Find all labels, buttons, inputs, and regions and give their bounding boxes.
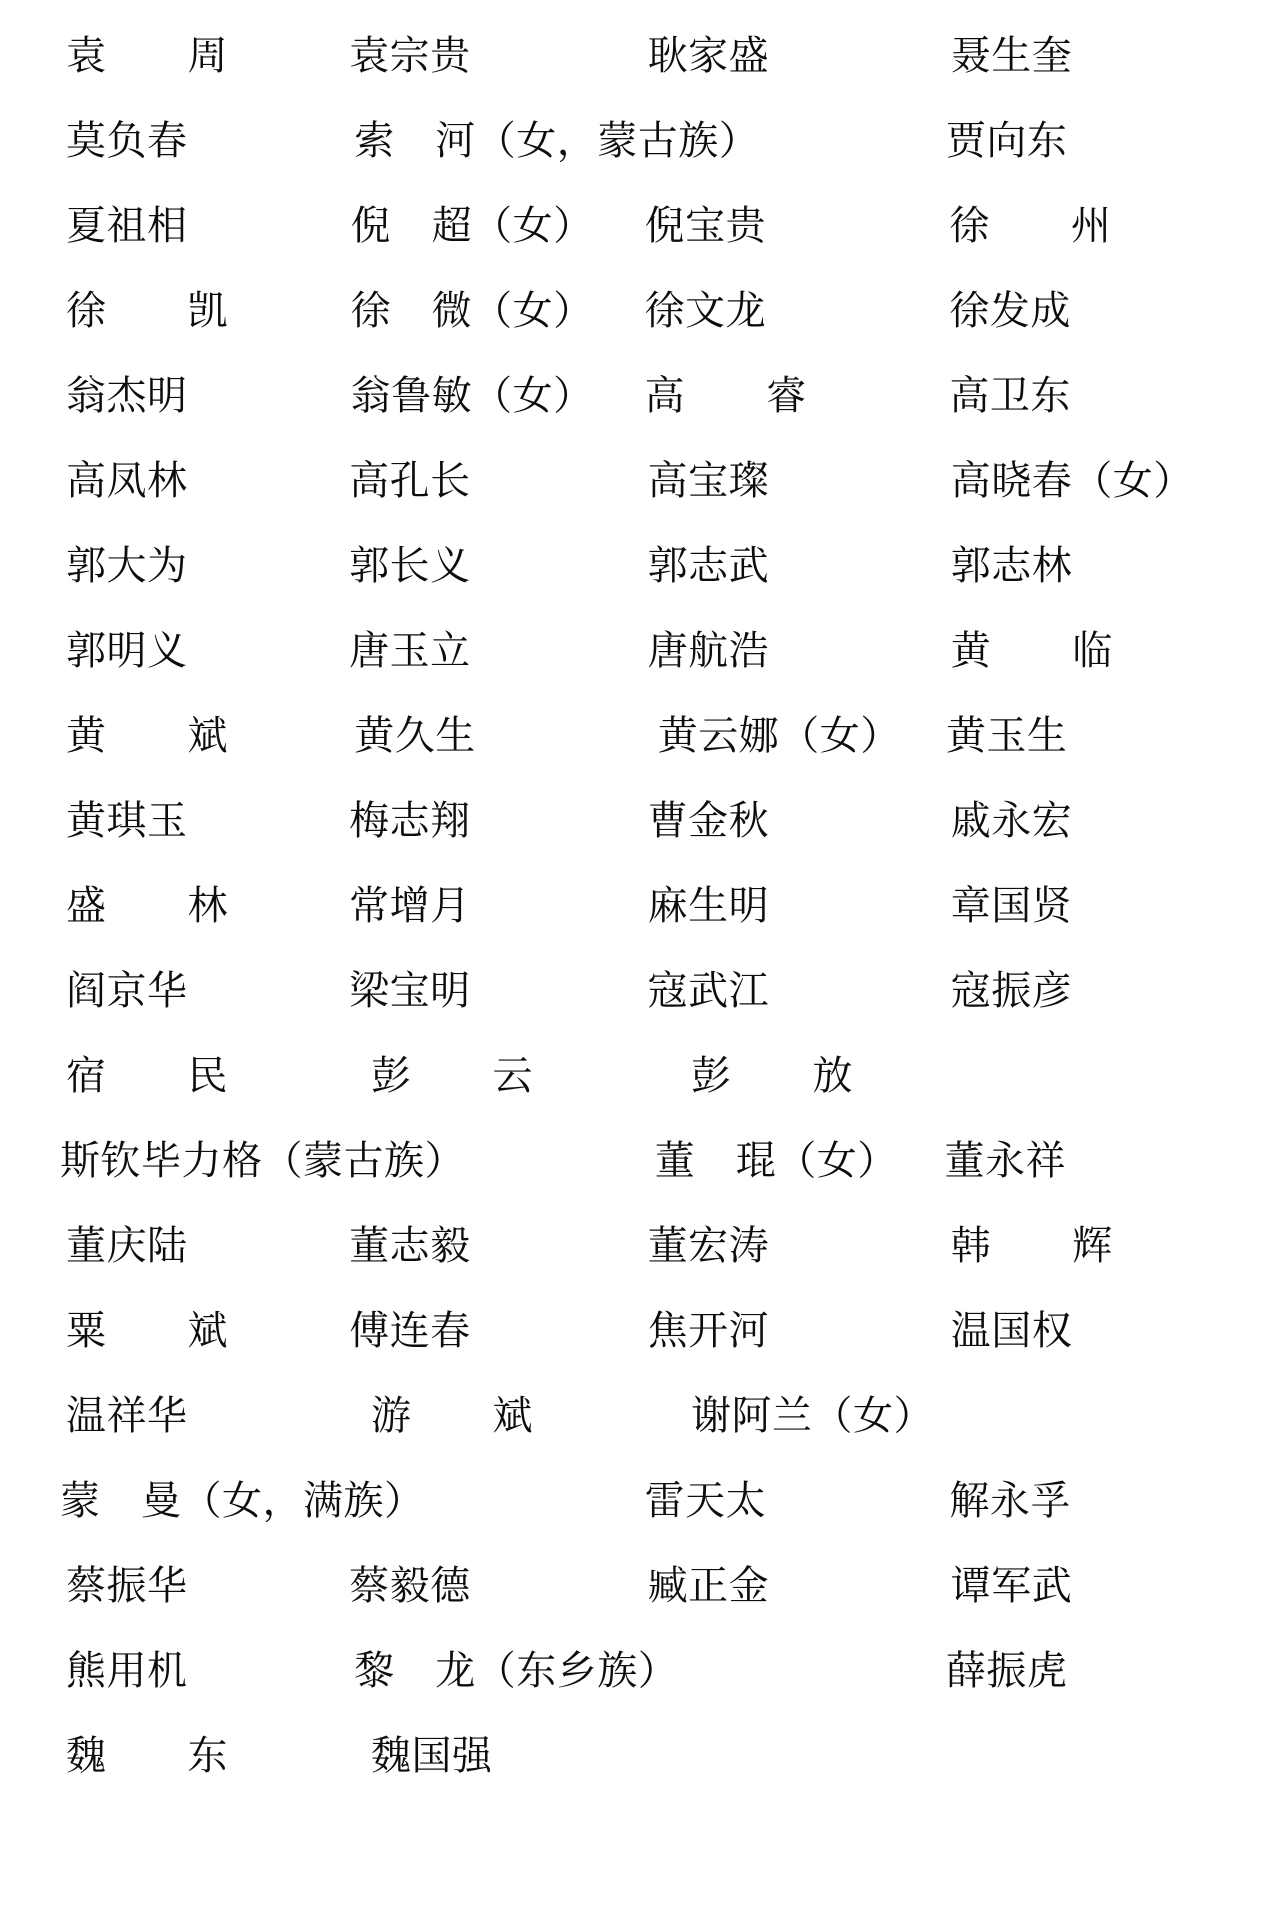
- name-entry: 魏 东: [66, 1733, 228, 1779]
- name-entry: 高宝璨: [647, 458, 770, 504]
- name-entry: 黄云娜（女）: [657, 713, 901, 759]
- name-roster-list: [60, 14, 1220, 1799]
- table-row: [60, 1459, 1220, 1544]
- table-row: [60, 1544, 1220, 1629]
- name-entry: 夏祖相: [66, 203, 188, 249]
- name-entry: 寇振彦: [950, 968, 1073, 1014]
- table-row: [60, 1289, 1220, 1374]
- name-entry: 宿 民: [66, 1053, 228, 1099]
- table-row: [60, 779, 1220, 864]
- name-entry: 游 斌: [371, 1393, 533, 1439]
- name-entry: 粟 斌: [66, 1308, 228, 1354]
- name-entry: 梅志翔: [349, 798, 471, 844]
- name-entry: 徐 州: [949, 203, 1112, 249]
- name-entry: 温祥华: [66, 1393, 188, 1439]
- name-entry: 雷天太: [644, 1478, 767, 1524]
- table-row: [60, 1714, 1220, 1799]
- table-row: [60, 864, 1220, 949]
- name-entry: 倪宝贵: [644, 203, 767, 249]
- name-entry: 耿家盛: [647, 33, 770, 79]
- name-entry: 高晓春（女）: [950, 458, 1194, 504]
- name-entry: 傅连春: [349, 1308, 471, 1354]
- table-row: [60, 949, 1220, 1034]
- name-entry: 贾向东: [945, 118, 1068, 164]
- name-entry: 聂生奎: [950, 33, 1073, 79]
- name-entry: 蔡振华: [66, 1563, 188, 1609]
- table-row: [60, 1034, 1220, 1119]
- name-entry: 黎 龙（东乡族）: [354, 1648, 679, 1694]
- name-entry: 曹金秋: [647, 798, 770, 844]
- name-entry: 董 琨（女）: [654, 1138, 898, 1184]
- name-entry: 高孔长: [349, 458, 471, 504]
- table-row: [60, 269, 1220, 354]
- name-entry: 梁宝明: [349, 968, 471, 1014]
- table-row: [60, 439, 1220, 524]
- name-entry: 郭志林: [950, 543, 1073, 589]
- name-entry: 翁鲁敏（女）: [350, 373, 594, 419]
- name-entry: 蒙 曼（女，满族）: [60, 1478, 425, 1524]
- name-entry: 高卫东: [949, 373, 1071, 419]
- name-entry: 戚永宏: [950, 798, 1073, 844]
- table-row: [60, 1629, 1220, 1714]
- name-entry: 翁杰明: [66, 373, 188, 419]
- name-entry: 解永孚: [949, 1478, 1071, 1524]
- name-entry: 温国权: [950, 1308, 1073, 1354]
- name-entry: 郭志武: [647, 543, 770, 589]
- name-entry: 斯钦毕力格（蒙古族）: [60, 1138, 465, 1184]
- name-entry: 徐发成: [949, 288, 1071, 334]
- name-entry: 彭 云: [371, 1053, 533, 1099]
- name-entry: 黄玉生: [945, 713, 1068, 759]
- name-entry: 唐玉立: [349, 628, 471, 674]
- name-entry: 黄 斌: [66, 713, 228, 759]
- name-entry: 常增月: [349, 883, 471, 929]
- name-entry: 臧正金: [647, 1563, 770, 1609]
- table-row: [60, 354, 1220, 439]
- name-entry: 董志毅: [349, 1223, 471, 1269]
- name-entry: 黄 临: [950, 628, 1113, 674]
- table-row: [60, 694, 1220, 779]
- name-entry: 徐文龙: [644, 288, 767, 334]
- name-entry: 郭大为: [66, 543, 188, 589]
- name-entry: 阎京华: [66, 968, 188, 1014]
- name-entry: 魏国强: [371, 1733, 493, 1779]
- name-entry: 唐航浩: [647, 628, 770, 674]
- name-entry: 袁 周: [66, 33, 228, 79]
- table-row: [60, 99, 1220, 184]
- name-entry: 黄琪玉: [66, 798, 188, 844]
- name-entry: 高凤林: [66, 458, 188, 504]
- table-row: [60, 1204, 1220, 1289]
- table-row: [60, 524, 1220, 609]
- name-entry: 彭 放: [691, 1053, 853, 1099]
- table-row: [60, 1119, 1220, 1204]
- name-entry: 徐 微（女）: [350, 288, 594, 334]
- name-entry: 焦开河: [647, 1308, 770, 1354]
- table-row: [60, 184, 1220, 269]
- name-entry: 韩 辉: [950, 1223, 1113, 1269]
- name-entry: 章国贤: [950, 883, 1073, 929]
- name-entry: 董庆陆: [66, 1223, 188, 1269]
- name-entry: 倪 超（女）: [350, 203, 594, 249]
- name-entry: 董宏涛: [647, 1223, 770, 1269]
- name-entry: 高 睿: [644, 373, 807, 419]
- table-row: [60, 14, 1220, 99]
- name-entry: 薛振虎: [945, 1648, 1068, 1694]
- name-entry: 谭军武: [950, 1563, 1073, 1609]
- name-entry: 麻生明: [647, 883, 770, 929]
- name-entry: 盛 林: [66, 883, 228, 929]
- name-entry: 徐 凯: [66, 288, 228, 334]
- name-entry: 董永祥: [944, 1138, 1066, 1184]
- name-entry: 袁宗贵: [349, 33, 471, 79]
- name-entry: 郭长义: [349, 543, 471, 589]
- name-entry: 黄久生: [354, 713, 476, 759]
- name-entry: 熊用机: [66, 1648, 188, 1694]
- table-row: [60, 1374, 1220, 1459]
- name-entry: 寇武江: [647, 968, 770, 1014]
- table-row: [60, 609, 1220, 694]
- name-entry: 蔡毅德: [349, 1563, 471, 1609]
- name-entry: 谢阿兰（女）: [691, 1393, 934, 1439]
- name-entry: 郭明义: [66, 628, 188, 674]
- name-entry: 莫负春: [66, 118, 188, 164]
- name-entry: 索 河（女，蒙古族）: [354, 118, 760, 164]
